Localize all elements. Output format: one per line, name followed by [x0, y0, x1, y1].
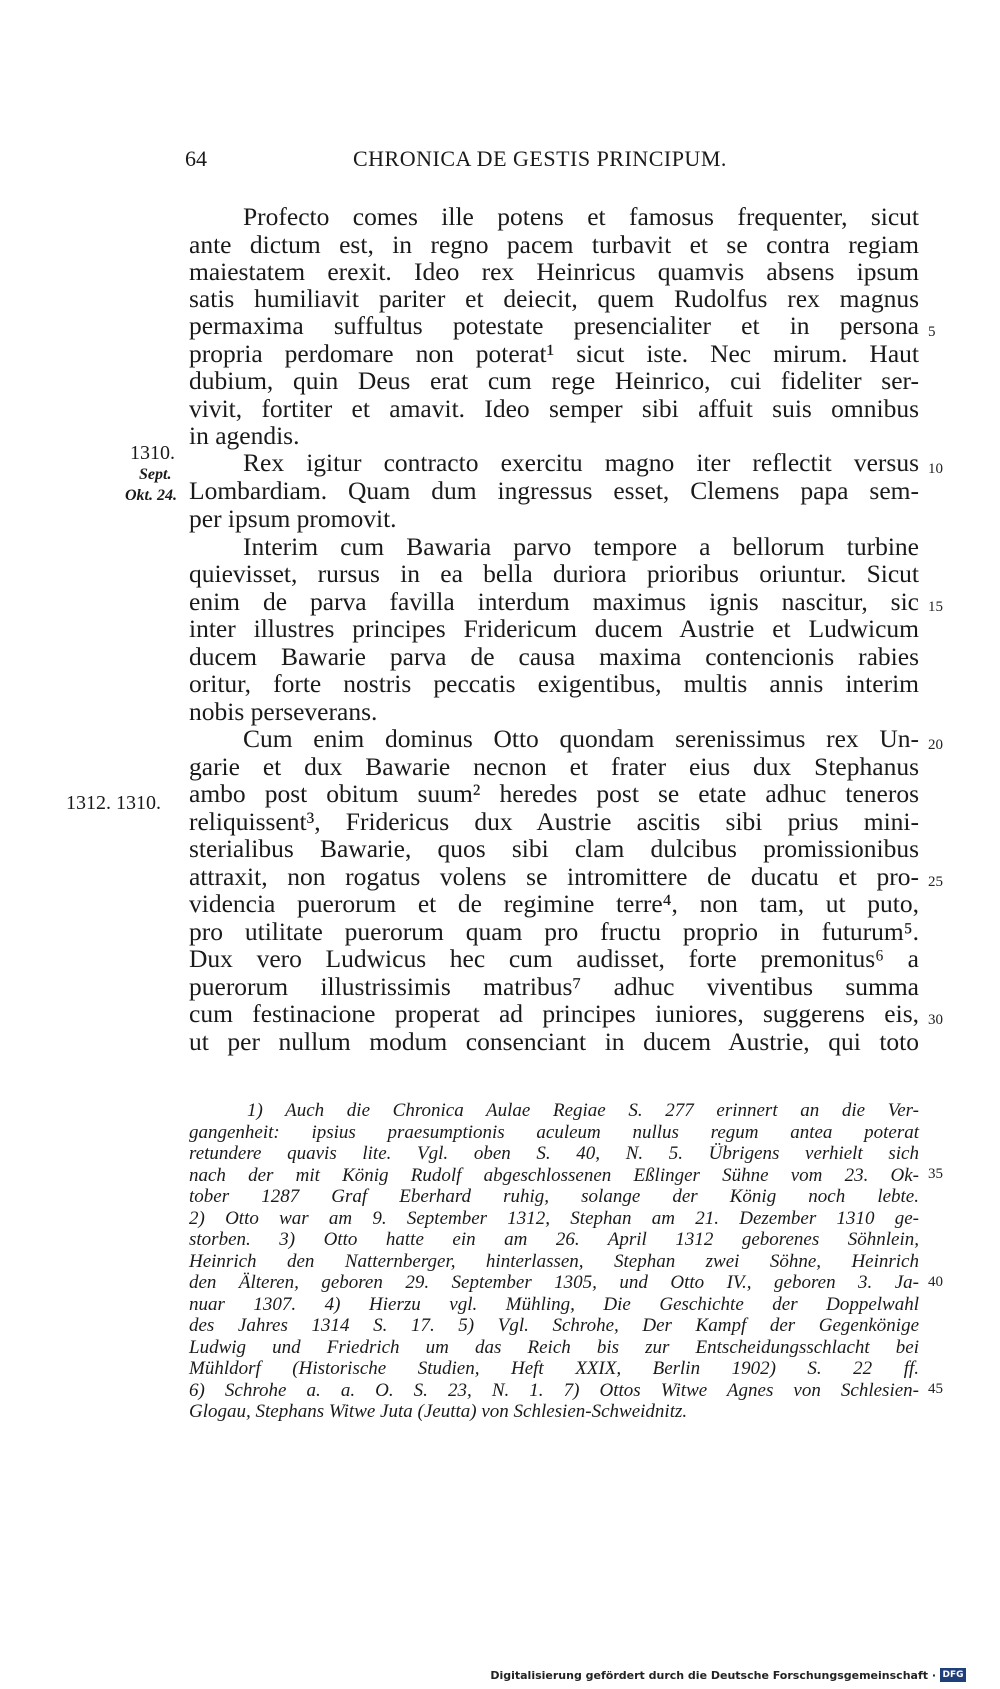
- text-line: Dux vero Ludwicus hec cum audisset, forte premonitus⁶ a: [189, 944, 919, 973]
- footnote-line: Ludwig und Friedrich um das Reich bis zur Entscheidungsschlacht bei: [189, 1337, 919, 1358]
- footnote-line: 1) Auch die Chronica Aulae Regiae S. 277 erinnert an die Ver-: [247, 1100, 919, 1121]
- text-line: ambo post obitum suum² heredes post se etate adhuc teneros: [189, 779, 919, 808]
- text-line: propria perdomare non poterat¹ sicut iste. Nec mirum. Haut: [189, 339, 919, 368]
- text-line: garie et dux Bawarie necnon et frater eius dux Stephanus: [189, 752, 919, 781]
- footnote-line: tober 1287 Graf Eberhard ruhig, solange der König noch lebte.: [189, 1186, 919, 1207]
- footnote-line: storben. 3) Otto hatte ein am 26. April 1312 geborenes Söhnlein,: [189, 1229, 919, 1250]
- line-number: 5: [928, 324, 936, 340]
- text-line: quievisset, rursus in ea bella duriora prioribus oriuntur. Sicut: [189, 559, 919, 588]
- line-number: 20: [928, 737, 943, 753]
- line-number: 45: [928, 1381, 943, 1397]
- text-line: videncia puerorum et de regimine terre⁴, non tam, ut puto,: [189, 889, 919, 918]
- text-line: dubium, quin Deus erat cum rege Heinrico, cui fideliter ser-: [189, 366, 919, 395]
- text-line: ducem Bawarie parva de causa maxima contencionis rabies: [189, 642, 919, 671]
- text-line: reliquissent³, Fridericus dux Austrie ascitis sibi prius mini-: [189, 807, 919, 836]
- text-line: Lombardiam. Quam dum ingressus esset, Clemens papa sem-: [189, 476, 919, 505]
- text-line: Profecto comes ille potens et famosus frequenter, sicut: [243, 202, 919, 231]
- footnote-line: nach der mit König Rudolf abgeschlossenen Eßlinger Sühne vom 23. Ok-: [189, 1165, 919, 1186]
- margin-note-month: Sept.: [139, 466, 172, 483]
- text-line: oritur, forte nostris peccatis exigentibus, multis annis interim: [189, 669, 919, 698]
- page-header: [185, 146, 910, 176]
- text-line: permaxima suffultus potestate presencialiter et in persona: [189, 311, 919, 340]
- text-line: per ipsum promovit.: [189, 504, 397, 533]
- footnote-line: 6) Schrohe a. a. O. S. 23, N. 1. 7) Ottos Witwe Agnes von Schlesien-: [189, 1380, 919, 1401]
- text-line: cum festinacione properat ad principes iuniores, suggerens eis,: [189, 999, 919, 1028]
- text-line: nobis perseverans.: [189, 697, 378, 726]
- text-line: satis humiliavit pariter et deiecit, quem Rudolfus rex magnus: [189, 284, 919, 313]
- page-number: 64: [185, 146, 207, 171]
- running-title: CHRONICA DE GESTIS PRINCIPUM.: [353, 146, 727, 171]
- footnote-line: Heinrich den Natternberger, hinterlassen, Stephan zwei Söhne, Heinrich: [189, 1251, 919, 1272]
- text-line: attraxit, non rogatus volens se intromittere de ducatu et pro-: [189, 862, 919, 891]
- line-number: 25: [928, 874, 943, 890]
- footnote-line: Mühldorf (Historische Studien, Heft XXIX, Berlin 1902) S. 22 ff.: [189, 1358, 919, 1379]
- text-line: ante dictum est, in regno pacem turbavit et se contra regiam: [189, 230, 919, 259]
- footnote-line: 2) Otto war am 9. September 1312, Stephan am 21. Dezember 1310 ge-: [189, 1208, 919, 1229]
- digitization-credit: [490, 1666, 966, 1684]
- text-line: Cum enim dominus Otto quondam serenissimus rex Un-: [243, 724, 919, 753]
- line-number: 10: [928, 461, 943, 477]
- margin-note-years: 1312. 1310.: [66, 792, 161, 814]
- text-line: maiestatem erexit. Ideo rex Heinricus quamvis absens ipsum: [189, 257, 919, 286]
- text-line: sterialibus Bawarie, quos sibi clam dulcibus promissionibus: [189, 834, 919, 863]
- text-line: ut per nullum modum consenciant in ducem Austrie, qui toto: [189, 1027, 919, 1056]
- line-number: 15: [928, 599, 943, 615]
- footnote-line: nuar 1307. 4) Hierzu vgl. Mühling, Die Geschichte der Doppelwahl: [189, 1294, 919, 1315]
- line-number: 40: [928, 1274, 943, 1290]
- footnote-line: gangenheit: ipsius praesumptionis aculeum nullus regum antea poterat: [189, 1122, 919, 1143]
- credit-text: Digitalisierung gefördert durch die Deutsche Forschungsgemeinschaft ·: [490, 1668, 936, 1682]
- text-line: inter illustres principes Fridericum ducem Austrie et Ludwicum: [189, 614, 919, 643]
- footnote-line: des Jahres 1314 S. 17. 5) Vgl. Schrohe, Der Kampf der Gegenkönige: [189, 1315, 919, 1336]
- margin-note-date: Okt. 24.: [125, 487, 177, 504]
- text-line: puerorum illustrissimis matribus⁷ adhuc viventibus summa: [189, 972, 919, 1001]
- dfg-logo: DFG: [940, 1668, 966, 1682]
- footnote-line: retundere quavis lite. Vgl. oben S. 40, N. 5. Übrigens verhielt sich: [189, 1143, 919, 1164]
- line-number: 35: [928, 1166, 943, 1182]
- text-line: in agendis.: [189, 421, 300, 450]
- footnote-line: den Älteren, geboren 29. September 1305, und Otto IV., geboren 3. Ja-: [189, 1272, 919, 1293]
- text-line: Interim cum Bawaria parvo tempore a bellorum turbine: [243, 532, 919, 561]
- text-line: vivit, fortiter et amavit. Ideo semper sibi affuit suis omnibus: [189, 394, 919, 423]
- line-number: 30: [928, 1012, 943, 1028]
- text-line: pro utilitate puerorum quam pro fructu proprio in futurum⁵.: [189, 917, 919, 946]
- footnote-line: Glogau, Stephans Witwe Juta (Jeutta) von Schlesien-Schweidnitz.: [189, 1401, 688, 1422]
- text-line: Rex igitur contracto exercitu magno iter reflectit versus: [243, 448, 919, 477]
- text-line: enim de parva favilla interdum maximus ignis nascitur, sic: [189, 587, 919, 616]
- margin-note-year: 1310.: [130, 442, 175, 464]
